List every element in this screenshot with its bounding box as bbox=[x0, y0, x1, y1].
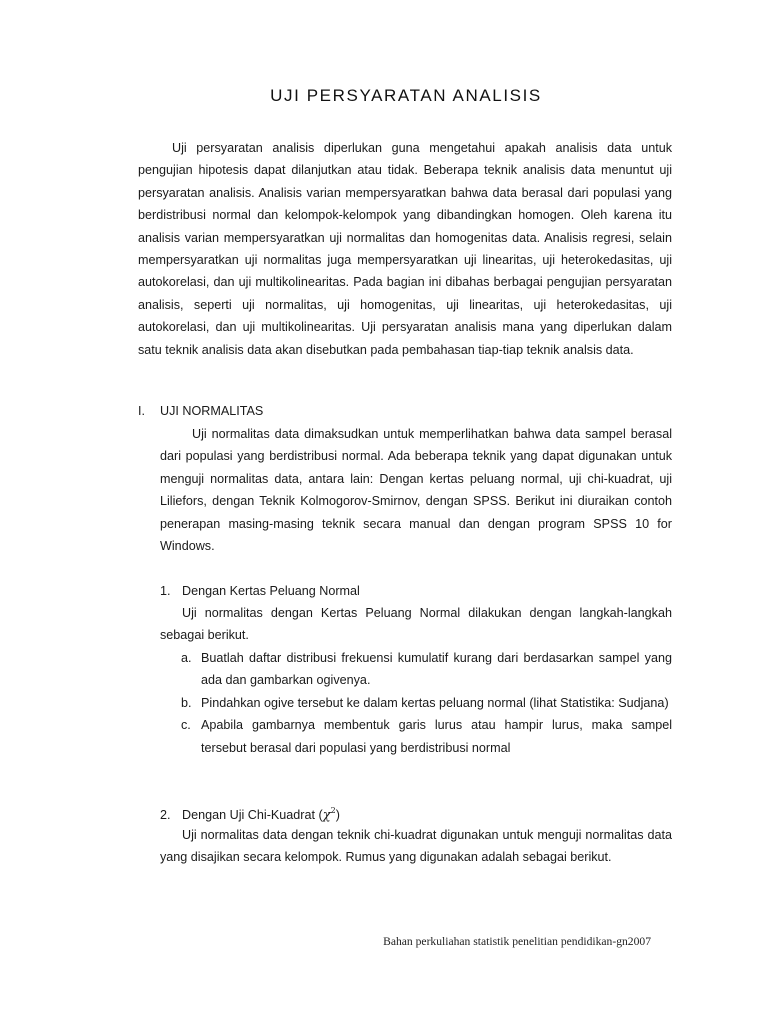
list-item-text: Buatlah daftar distribusi frekuensi kumulatif kurang dari berdasarkan sampel yang ada dan gambarkan ogivenya. bbox=[201, 651, 672, 688]
section-1-number: I. bbox=[138, 404, 145, 418]
list-item bbox=[181, 714, 672, 759]
subsection-1-title: Dengan Kertas Peluang Normal bbox=[182, 584, 360, 598]
list-marker: a. bbox=[181, 651, 192, 665]
list-marker: c. bbox=[181, 718, 191, 733]
chi-letter: χ bbox=[322, 808, 331, 823]
subsection-2-title-end: ) bbox=[335, 808, 340, 822]
list-item bbox=[181, 692, 672, 714]
steps-list bbox=[181, 647, 672, 759]
subsection-2-title: Dengan Uji Chi-Kuadrat ( bbox=[182, 808, 323, 822]
subsection-2-paragraph: Uji normalitas data dengan teknik chi-kuadrat digunakan untuk menguji normalitas data yang disajikan secara kelompok. Rumus yang digunakan adalah sebagai berikut. bbox=[160, 828, 672, 865]
subsection-1-number: 1. bbox=[160, 584, 171, 598]
document-title: UJI PERSYARATAN ANALISIS bbox=[270, 86, 542, 105]
section-1-paragraph: Uji normalitas data dimaksudkan untuk memperlihatkan bahwa data sampel berasal dari populasi yang berdistribusi normal. Ada beberapa teknik yang dapat digunakan untuk menguji normalitas data, antara lain: Dengan kertas peluang normal, uji chi-kuadrat, uji Liliefors, dengan Teknik Kolmogorov-Smirnov, dengan SPSS. Berikut ini diuraikan contoh penerapan masing-masing teknik secara manual dan dengan program SPSS 10 for Windows. bbox=[160, 427, 672, 554]
section-1-heading: UJI NORMALITAS bbox=[160, 404, 264, 418]
list-item bbox=[181, 647, 672, 692]
chi-square-symbol bbox=[323, 808, 336, 823]
subsection-2-number: 2. bbox=[160, 808, 171, 822]
subsection-1-paragraph: Uji normalitas dengan Kertas Peluang Normal dilakukan dengan langkah-langkah sebagai berikut. bbox=[160, 606, 672, 643]
subsection-1-heading bbox=[160, 580, 360, 602]
page-footer: Bahan perkuliahan statistik penelitian pendidikan-gn2007 bbox=[383, 935, 651, 948]
list-marker: b. bbox=[181, 695, 192, 710]
chi-superscript: 2 bbox=[330, 806, 336, 815]
list-item-text: Apabila gambarnya membentuk garis lurus atau hampir lurus, maka sampel tersebut berasal dari populasi yang berdistribusi normal bbox=[201, 718, 672, 755]
intro-paragraph: Uji persyaratan analisis diperlukan guna mengetahui apakah analisis data untuk pengujian hipotesis dapat dilanjutkan atau tidak. Beberapa teknik analisis data menuntut uji persyaratan analisis. Analisis varian mempersyaratkan bahwa data berasal dari populasi yang berdistribusi normal dan kelompok-kelompok yang dibandingkan homogen. Oleh karena itu analisis varian mempersyaratkan uji normalitas dan homogenitas data. Analisis regresi, selain mempersyaratkan uji normalitas juga mempersyaratkan uji linearitas, uji heterokedasitas, uji autokorelasi, dan uji multikolinearitas. Pada bagian ini dibahas berbagai pengujian persyaratan analisis, seperti uji normalitas, uji homogenitas, uji linearitas, uji heterokedasitas, uji autokorelasi, dan uji multikolinearitas. Uji persyaratan analisis mana yang diperlukan dalam satu teknik analisis data akan disebutkan pada pembahasan tiap-tiap teknik analsis data. bbox=[138, 141, 672, 357]
list-item-text: Pindahkan ogive tersebut ke dalam kertas peluang normal (lihat Statistika: Sudjana) bbox=[201, 695, 669, 710]
